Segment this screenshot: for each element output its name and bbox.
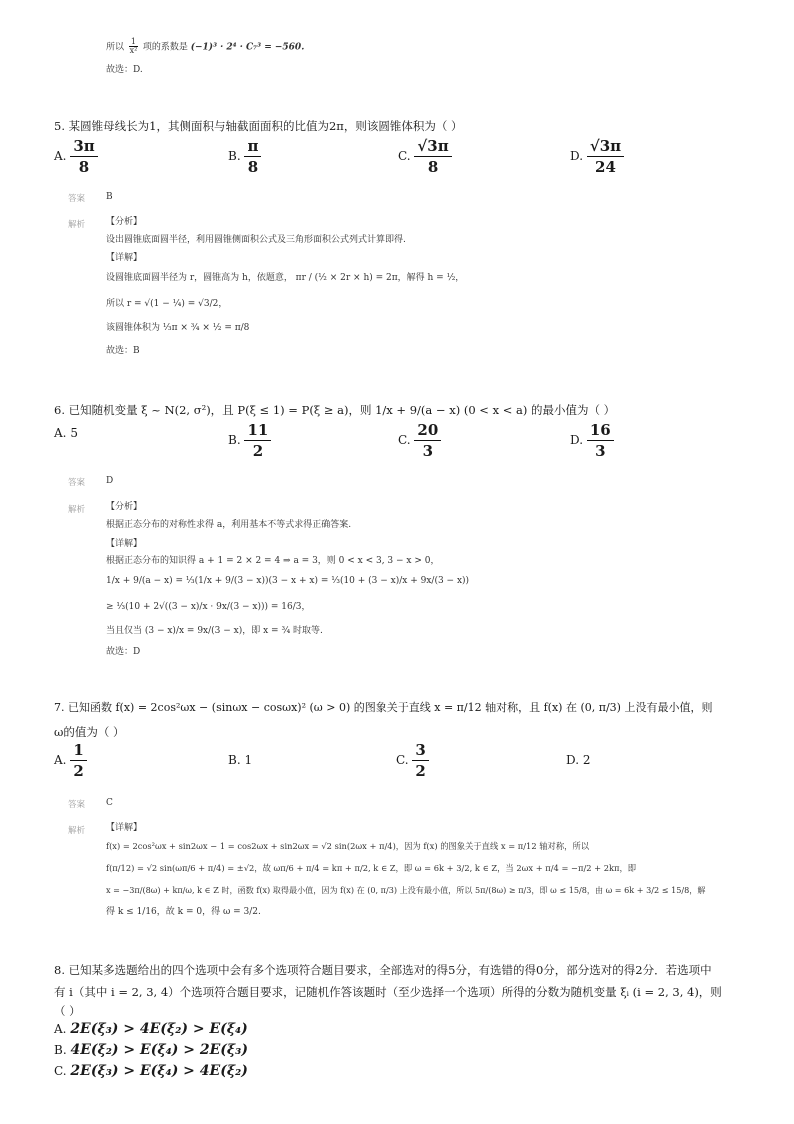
q8-stem-line-3: （ ） (54, 1004, 81, 1018)
q7-stem-line-2: ω的值为（ ） (54, 725, 125, 739)
q6-analysis-line-2: 根据正态分布的知识得 a + 1 = 2 × 2 = 4 ⇒ a = 3，则 0 < x < 3, 3 − x > 0， (106, 556, 440, 566)
prev-solution-line (106, 38, 304, 56)
q8-stem-line-1: 8. 已知某多选题给出的四个选项中会有多个选项符合题目要求，全部选对的得5分，有选错的得0分，部分选对的得2分．若选项中 (54, 963, 712, 977)
q5-answer-label: 答案 (68, 194, 86, 204)
q6-option-c: C. $\frac{20}{3}$ (398, 420, 441, 461)
q7-stem-line-1: 7. 已知函数 f(x) = 2cos²ωx − (sinωx − cosωx)² (ω > 0) 的图象关于直线 x = π/12 轴对称，且 f(x) 在 (0, π/3) 上没有最小值，则 (54, 701, 713, 714)
q5-option-b: B. $\frac{\pi}{8}$ (228, 136, 261, 177)
q6-option-d-fraction: $\frac{16}{3}$ (587, 420, 614, 461)
q6-analysis-line-6: 故选：D (106, 647, 141, 657)
q8-stem-line-2: 有 i（其中 i = 2, 3, 4）个选项符合题目要求，记随机作答该题时（至少选择一个选项）所得的分数为随机变量 ξᵢ (i = 2, 3, 4)，则 (54, 985, 722, 999)
q7-analysis-line-1: f(x) = 2cos²ωx + sin2ωx − 1 = cos2ωx + sin2ωx = √2 sin(2ωx + π/4)，因为 f(x) 的图象关于直线 x = π/12 轴对称，所以 (106, 841, 590, 851)
q5-option-a: A. $\frac{3\pi}{8}$ (54, 136, 98, 177)
q6-analysis-heading-1: 【分析】 (106, 502, 143, 512)
q8-option-c: C. 2E(ξ₃) > E(ξ₄) > 4E(ξ₂) (54, 1063, 248, 1079)
q5-option-c-fraction: $\frac{√3\pi}{8}$ (414, 136, 451, 177)
q6-analysis-heading-2: 【详解】 (106, 539, 143, 549)
q7-analysis-line-2: f(π/12) = √2 sin(ωπ/6 + π/4) = ±√2，故 ωπ/6 + π/4 = kπ + π/2, k ∈ Z，即 ω = 6k + 3/2, k ∈ Z，当 2ωx + π/4 = −π/2 + 2kπ，即 (106, 863, 637, 873)
q7-analysis-label: 解析 (68, 826, 86, 836)
q8-option-a: A. 2E(ξ₃) > 4E(ξ₂) > E(ξ₄) (54, 1021, 248, 1037)
prev-line-text: 项的系数是 (142, 42, 188, 53)
q8-option-b: B. 4E(ξ₂) > E(ξ₄) > 2E(ξ₃) (54, 1042, 248, 1058)
q7-option-a-fraction: $\frac{1}{2}$ (70, 740, 86, 781)
q6-option-b: B. $\frac{11}{2}$ (228, 420, 271, 461)
q5-analysis-line-2: 设圆锥底面圆半径为 r，圆锥高为 h，依题意， πr / (½ × 2r × h) = 2π，解得 h = ½， (106, 273, 465, 283)
q7-option-d: D. 2 (566, 753, 591, 767)
q6-option-d: D. $\frac{16}{3}$ (570, 420, 614, 461)
q5-analysis-line-3: 所以 r = √(1 − ¼) = √3/2， (106, 299, 228, 309)
q6-analysis-label: 解析 (68, 505, 86, 515)
q5-answer: B (106, 192, 113, 202)
q5-analysis-line-1: 设出圆锥底面圆半径，利用圆锥侧面积公式及三角形面积公式列式计算即得. (106, 235, 406, 245)
q7-analysis-heading-1: 【详解】 (106, 823, 143, 833)
q5-analysis-heading-2: 【详解】 (106, 253, 143, 263)
q6-analysis-line-3: 1/x + 9/(a − x) = ⅓(1/x + 9/(3 − x))(3 − x + x) = ⅓(10 + (3 − x)/x + 9x/(3 − x)) (106, 576, 470, 586)
q7-answer-label: 答案 (68, 800, 86, 810)
q5-analysis-label: 解析 (68, 220, 86, 230)
q7-option-a: A. $\frac{1}{2}$ (54, 740, 87, 781)
prev-line-fraction: $\frac{1}{\text{x²}}$ (129, 37, 138, 56)
q6-analysis-line-4: ≥ ⅓(10 + 2√((3 − x)/x · 9x/(3 − x))) = 16/3， (106, 602, 311, 612)
q5-stem: 5. 某圆锥母线长为1，其侧面积与轴截面面积的比值为2π，则该圆锥体积为（ ） (54, 119, 463, 133)
q5-analysis-line-4: 该圆锥体积为 ⅓π × ¾ × ½ = π/8 (106, 323, 250, 333)
q5-option-c: C. $\frac{√3\pi}{8}$ (398, 136, 452, 177)
q6-option-b-fraction: $\frac{11}{2}$ (244, 420, 271, 461)
q7-option-b: B. 1 (228, 753, 253, 767)
q5-analysis-line-5: 故选：B (106, 346, 140, 356)
q7-option-c: C. $\frac{3}{2}$ (396, 740, 429, 781)
q6-answer-label: 答案 (68, 478, 86, 488)
q7-analysis-line-4: 得 k ≤ 1/16，故 k = 0，得 ω = 3/2. (106, 907, 261, 917)
q6-analysis-line-1: 根据正态分布的对称性求得 a，利用基本不等式求得正确答案. (106, 520, 352, 530)
prev-conclusion: 故选：D. (106, 65, 143, 75)
prev-line-prefix: 所以 (106, 42, 125, 53)
q5-option-a-fraction: $\frac{3\pi}{8}$ (70, 136, 97, 177)
q7-analysis-line-3: x = −3π/(8ω) + kπ/ω, k ∈ Z 时，函数 f(x) 取得最小值，因为 f(x) 在 (0, π/3) 上没有最小值，所以 5π/(8ω) ≥ π/3，即 ω ≤ 15/8，由 ω = 6k + 3/2 ≤ 15/8，解 (106, 885, 706, 895)
q6-stem: 6. 已知随机变量 ξ ~ N(2, σ²)，且 P(ξ ≤ 1) = P(ξ ≥ a)，则 1/x + 9/(a − x) (0 < x < a) 的最小值为（ ） (54, 403, 616, 417)
q5-option-d-fraction: $\frac{√3\pi}{24}$ (587, 136, 624, 177)
prev-line-expression: (−1)³ · 2⁴ · C₇³ = −560. (190, 42, 305, 53)
q5-option-d: D. $\frac{√3\pi}{24}$ (570, 136, 624, 177)
q5-option-b-fraction: $\frac{\pi}{8}$ (244, 136, 261, 177)
q7-answer: C (106, 798, 113, 808)
q6-answer: D (106, 476, 114, 486)
q6-option-a: A. 5 (54, 426, 78, 440)
q7-option-c-fraction: $\frac{3}{2}$ (412, 740, 428, 781)
q6-option-c-fraction: $\frac{20}{3}$ (414, 420, 441, 461)
q5-analysis-heading-1: 【分析】 (106, 217, 143, 227)
q6-analysis-line-5: 当且仅当 (3 − x)/x = 9x/(3 − x)，即 x = ¾ 时取等. (106, 626, 323, 636)
